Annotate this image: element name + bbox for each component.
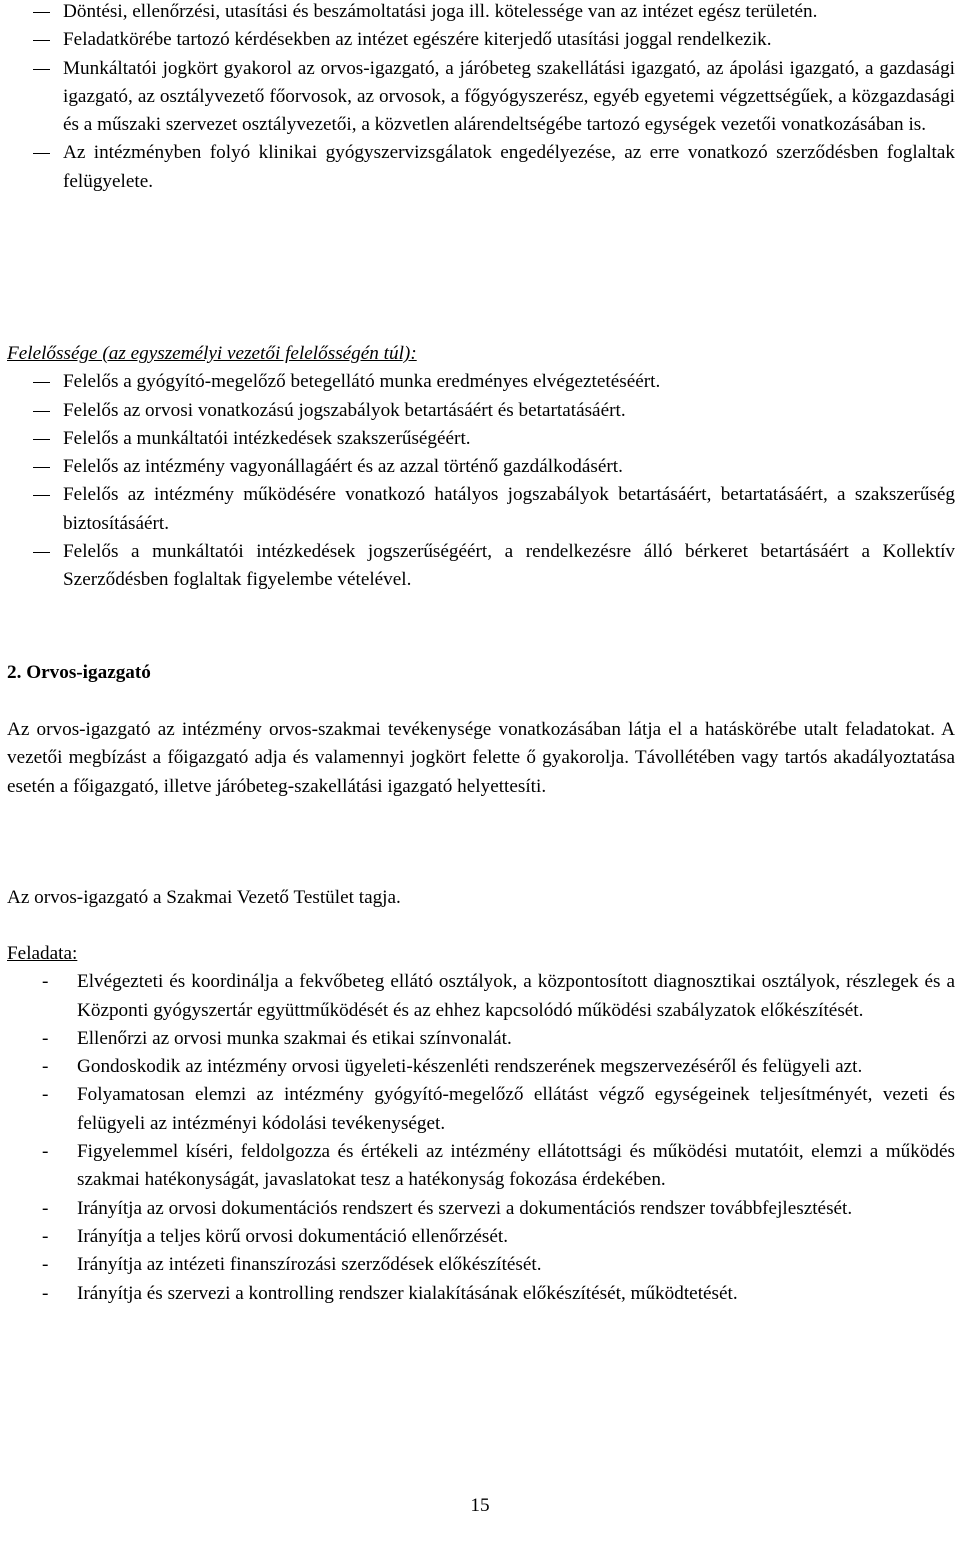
list-item-text: Felelős a munkáltatói intézkedések jogszerűségéért, a rendelkezésre álló bérkeret betartásáért a Kollektív Szerződésben foglaltak figyelembe vételével. [63, 541, 955, 591]
list-item [7, 1251, 955, 1279]
list-item-text: Felelős az intézmény működésére vonatkozó hatályos jogszabályok betartásáért, betartatásáért, a szakszerűség biztosításáért. [63, 484, 955, 534]
dash-bullet-icon [33, 12, 50, 13]
responsibility-section [7, 340, 955, 595]
list-item [7, 0, 955, 26]
chapter-intro-block [7, 716, 955, 801]
list-item [7, 1195, 955, 1223]
hyphen-bullet: - [42, 1197, 49, 1219]
list-item-text: Irányítja az intézeti finanszírozási szerződések előkészítését. [77, 1254, 542, 1276]
list-item-text: Elvégezteti és koordinálja a fekvőbeteg ellátó osztályok, a központosított diagnosztikai osztályok, részlegek és a Központi gyógyszertár együttműködését és az ehhez kapcsolódó működési szabályzatok előkészítését. [77, 971, 955, 1021]
list-item [7, 1081, 955, 1138]
page-number: 15 [470, 1495, 490, 1516]
list-item-text: Folyamatosan elemzi az intézmény gyógyító-megelőző ellátást végző egységeinek teljesítményét, vezeti és felügyeli az intézményi kódolási tevékenységet. [77, 1084, 955, 1134]
hyphen-bullet: - [42, 1141, 49, 1163]
dash-bullet-icon [33, 552, 50, 553]
list-item [7, 1053, 955, 1081]
list-item [7, 481, 955, 538]
responsibility-heading: Felelőssége (az egyszemélyi vezetői felelősségén túl): [7, 343, 417, 364]
authority-list-block [7, 0, 955, 196]
hyphen-bullet: - [42, 1084, 49, 1106]
membership-line: Az orvos-igazgató a Szakmai Vezető Testület tagja. [7, 887, 401, 908]
list-item [7, 1280, 955, 1308]
hyphen-bullet: - [42, 1056, 49, 1078]
chapter-title: 2. Orvos-igazgató [7, 662, 151, 683]
list-item-text: Az intézményben folyó klinikai gyógyszervizsgálatok engedélyezése, az erre vonatkozó szerződésben foglaltak felügyelete. [63, 142, 955, 192]
tasks-heading: Feladata: [7, 943, 78, 964]
list-item-text: Irányítja és szervezi a kontrolling rendszer kialakításának előkészítését, működtetését. [77, 1282, 738, 1304]
list-item-text: Döntési, ellenőrzési, utasítási és beszámoltatási joga ill. kötelessége van az intézet egész területén. [63, 1, 818, 22]
list-item-text: Ellenőrzi az orvosi munka szakmai és etikai színvonalát. [77, 1027, 512, 1049]
list-item-text: Felelős a gyógyító-megelőző betegellátó munka eredményes elvégeztetéséért. [63, 371, 661, 393]
hyphen-bullet: - [42, 1254, 49, 1276]
dash-bullet-icon [33, 467, 50, 468]
list-item [7, 968, 955, 1025]
list-item [7, 538, 955, 595]
chapter-intro: Az orvos-igazgató az intézmény orvos-szakmai tevékenysége vonatkozásában látja el a hatáskörébe utalt feladatokat. A vezetői megbízást a főigazgató adja és valamennyi jogkört felette ő gyakorolja. Távollétében vagy tartós akadályoztatása esetén a főigazgató, illetve járóbeteg-szakellátási igazgató helyettesíti. [7, 719, 955, 797]
list-item-text: Munkáltatói jogkört gyakorol az orvos-igazgató, a járóbeteg szakellátási igazgató, az ápolási igazgató, a gazdasági igazgató, az osztályvezető főorvosok, az orvosok, a főgyógyszerész, egyéb egyetemi végzettségűek, a közgazdasági és a műszaki szervezet osztályvezetői, a közvetlen alárendeltségébe tartozó egységek vezetői vonatkozásában is. [63, 57, 955, 136]
list-item [7, 139, 955, 196]
list-item [7, 26, 955, 54]
list-item [7, 397, 955, 425]
dash-bullet-icon [33, 495, 50, 496]
hyphen-bullet: - [42, 1282, 49, 1304]
list-item-text: Felelős a munkáltatói intézkedések szakszerűségéért. [63, 427, 471, 449]
dash-bullet-icon [33, 411, 50, 412]
list-item [7, 368, 955, 396]
list-item-text: Feladatkörébe tartozó kérdésekben az intézet egészére kiterjedő utasítási joggal rendelkezik. [63, 29, 772, 51]
list-item-text: Felelős az intézmény vagyonállagáért és az azzal történő gazdálkodásért. [63, 456, 623, 478]
dash-bullet-icon [33, 439, 50, 440]
hyphen-bullet: - [42, 971, 49, 993]
list-item [7, 425, 955, 453]
hyphen-bullet: - [42, 1225, 49, 1247]
list-item [7, 453, 955, 481]
list-item-text: Figyelemmel kíséri, feldolgozza és értékeli az intézmény ellátottsági és működési mutatóit, elemzi a működés szakmai hatékonyságát, javaslatokat tesz a hatékonyság fokozása érdekében. [77, 1141, 955, 1191]
list-item [7, 1223, 955, 1251]
list-item-text: Gondoskodik az intézmény orvosi ügyeleti-készenléti rendszerének megszervezéséről és felügyeli azt. [77, 1056, 863, 1078]
tasks-list [7, 968, 955, 1308]
list-item-text: Irányítja az orvosi dokumentációs rendszert és szervezi a dokumentációs rendszer továbbfejlesztését. [77, 1197, 853, 1219]
responsibility-list [7, 368, 955, 594]
dash-bullet-icon [33, 153, 50, 154]
list-item [7, 55, 955, 140]
list-item-text: Felelős az orvosi vonatkozású jogszabályok betartásáért és betartatásáért. [63, 399, 626, 421]
authority-list [7, 0, 955, 196]
list-item [7, 1138, 955, 1195]
dash-bullet-icon [33, 69, 50, 70]
hyphen-bullet: - [42, 1027, 49, 1049]
list-item-text: Irányítja a teljes körű orvosi dokumentáció ellenőrzését. [77, 1225, 509, 1247]
tasks-section [7, 940, 955, 1308]
list-item [7, 1025, 955, 1053]
dash-bullet-icon [33, 40, 50, 41]
dash-bullet-icon [33, 382, 50, 383]
